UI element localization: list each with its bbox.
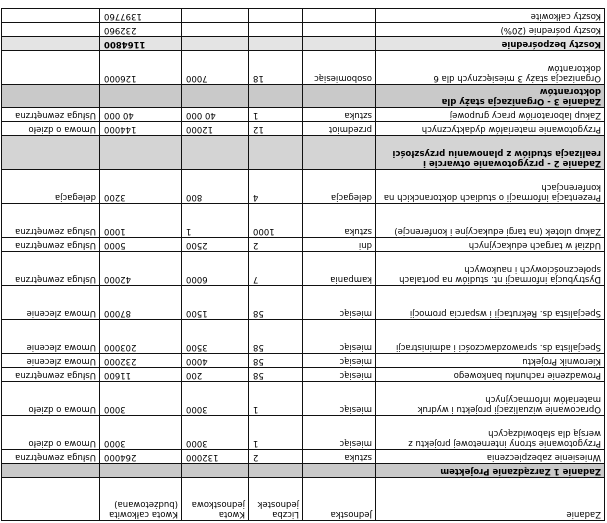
empty-cell: [182, 23, 249, 37]
cell-kwota-jednostkowa: 800: [182, 170, 249, 204]
cell-kwota-jednostkowa: 40 000: [182, 108, 249, 122]
cell-kwota-calkowita: 3200: [100, 170, 182, 204]
cell-liczba: 2: [249, 450, 303, 464]
cell-typ: Umowa zlecenie: [2, 320, 100, 354]
cell-zadanie: Kierownik Projektu: [376, 354, 605, 368]
cell-kwota-jednostkowa: 3000: [182, 416, 249, 450]
cell-typ: Usługa zewnętrzna: [2, 252, 100, 286]
cell-typ: Umowa zlecenie: [2, 354, 100, 368]
cell-kwota-calkowita: 203000: [100, 320, 182, 354]
cell-liczba: 18: [249, 51, 303, 85]
summary-label: Koszty całkowite: [376, 9, 605, 23]
empty-cell: [303, 136, 376, 170]
cell-zadanie: Specjalista ds. sprawozdawczości i administracji: [376, 320, 605, 354]
empty-cell: [2, 464, 100, 478]
cell-zadanie: Wniesienie zabezpieczenia: [376, 450, 605, 464]
header-jednostka: Jednostka: [303, 478, 376, 521]
cell-zadanie: Prezentacja informacji o studiach doktoranckich na konferencjach: [376, 170, 605, 204]
cell-liczba: 1000: [249, 204, 303, 238]
section-row: [2, 23, 605, 37]
cell-jednostka: sztuka: [303, 450, 376, 464]
table-row: [2, 368, 605, 382]
summary-total: 232960: [100, 23, 182, 37]
cell-typ: Umowa zlecenie: [2, 286, 100, 320]
cell-kwota-calkowita: 11600: [100, 368, 182, 382]
table-row: [2, 170, 605, 204]
empty-cell: [182, 85, 249, 108]
table-row: [2, 416, 605, 450]
cell-liczba: 58: [249, 320, 303, 354]
cell-liczba: 58: [249, 368, 303, 382]
cell-typ: Umowa o dzieło: [2, 416, 100, 450]
cell-typ: Umowa o dzieło: [2, 382, 100, 416]
cell-liczba: 4: [249, 170, 303, 204]
table-header-row: [2, 478, 605, 521]
cell-kwota-calkowita: 42000: [100, 252, 182, 286]
cell-kwota-calkowita: 40 000: [100, 108, 182, 122]
cell-kwota-jednostkowa: 2500: [182, 238, 249, 252]
summary-total: 1164800: [100, 37, 182, 51]
empty-cell: [100, 464, 182, 478]
table-row: [2, 51, 605, 85]
section-row: [2, 464, 605, 478]
table-row: [2, 450, 605, 464]
empty-cell: [2, 9, 100, 23]
section-row: [2, 85, 605, 108]
cell-jednostka: miesiąc: [303, 320, 376, 354]
empty-cell: [2, 85, 100, 108]
cell-zadanie: Przygotowanie materiałów dydaktycznych: [376, 122, 605, 136]
empty-cell: [249, 37, 303, 51]
header-kwota-jednostkowa: Kwota jednostkowa: [182, 478, 249, 521]
empty-cell: [303, 464, 376, 478]
empty-cell: [249, 85, 303, 108]
empty-cell: [249, 136, 303, 170]
empty-cell: [182, 37, 249, 51]
cell-liczba: 1: [249, 416, 303, 450]
table-row: [2, 252, 605, 286]
empty-cell: [249, 23, 303, 37]
table-row: [2, 286, 605, 320]
section-title: Zadanie 3 - Organizacja staży dla doktorantów: [376, 85, 605, 108]
cell-typ: Usługa zewnętrzna: [2, 204, 100, 238]
cell-jednostka: miesiąc: [303, 416, 376, 450]
cell-kwota-jednostkowa: 200: [182, 368, 249, 382]
summary-label: Koszty bezpośrednie: [376, 37, 605, 51]
empty-cell: [182, 464, 249, 478]
empty-cell: [303, 23, 376, 37]
cell-kwota-jednostkowa: 1500: [182, 286, 249, 320]
cell-zadanie: Przygotowanie strony internetowej projektu z wersją dla słabowidzących: [376, 416, 605, 450]
cell-kwota-jednostkowa: 1: [182, 204, 249, 238]
budget-table-body: [2, 9, 605, 521]
cell-zadanie: Prowadzenie rachunku bankowego: [376, 368, 605, 382]
cell-typ: delegacja: [2, 170, 100, 204]
cell-kwota-calkowita: 3000: [100, 416, 182, 450]
table-row: [2, 382, 605, 416]
header-zadanie: Zadanie: [376, 478, 605, 521]
header-kwota-calkowita: Kwota całkowita (budżetowana): [100, 478, 182, 521]
cell-jednostka: przedmiot: [303, 122, 376, 136]
cell-typ: Usługa zewnętrzna: [2, 450, 100, 464]
cell-jednostka: kampania: [303, 252, 376, 286]
cell-zadanie: Dystrybucja informacji nt. studiów na portalach społecznościowych i naukowych: [376, 252, 605, 286]
cell-typ: Usługa zewnętrzna: [2, 108, 100, 122]
empty-cell: [303, 85, 376, 108]
cell-kwota-calkowita: 126000: [100, 51, 182, 85]
cell-zadanie: Specjalista ds. Rekrutacji i wsparcia promocji: [376, 286, 605, 320]
table-row: [2, 354, 605, 368]
cell-kwota-jednostkowa: 3500: [182, 320, 249, 354]
table-row: [2, 204, 605, 238]
cell-liczba: 7: [249, 252, 303, 286]
cell-kwota-jednostkowa: 7000: [182, 51, 249, 85]
empty-cell: [100, 85, 182, 108]
empty-cell: [2, 136, 100, 170]
cell-kwota-calkowita: 264000: [100, 450, 182, 464]
cell-kwota-calkowita: 232000: [100, 354, 182, 368]
empty-cell: [2, 37, 100, 51]
empty-cell: [249, 9, 303, 23]
cell-kwota-calkowita: 87000: [100, 286, 182, 320]
cell-kwota-jednostkowa: 6000: [182, 252, 249, 286]
header-typ: [2, 478, 100, 521]
cell-typ: Usługa zewnętrzna: [2, 368, 100, 382]
cell-zadanie: Zakup ulotek (na targi edukacyjne i konferencje): [376, 204, 605, 238]
cell-kwota-jednostkowa: 132000: [182, 450, 249, 464]
cell-typ: Usługa zewnętrzna: [2, 238, 100, 252]
cell-kwota-calkowita: 3000: [100, 382, 182, 416]
cell-liczba: 1: [249, 108, 303, 122]
cell-liczba: 12: [249, 122, 303, 136]
cell-typ: [2, 51, 100, 85]
header-liczba: Liczba jednostek: [249, 478, 303, 521]
cell-jednostka: sztuka: [303, 108, 376, 122]
empty-cell: [100, 136, 182, 170]
cell-jednostka: dni: [303, 238, 376, 252]
table-row: [2, 122, 605, 136]
empty-cell: [303, 37, 376, 51]
cell-kwota-jednostkowa: 4000: [182, 354, 249, 368]
cell-jednostka: delegacja: [303, 170, 376, 204]
empty-cell: [2, 23, 100, 37]
table-row: [2, 108, 605, 122]
cell-jednostka: miesiąc: [303, 286, 376, 320]
section-row: [2, 37, 605, 51]
summary-label: Koszty pośrednie (20%): [376, 23, 605, 37]
cell-jednostka: miesiąc: [303, 382, 376, 416]
empty-cell: [303, 9, 376, 23]
section-title: Zadanie 2 - przygotowanie otwarcie i realizacja studiów z planowaniu przyszłości: [376, 136, 605, 170]
cell-kwota-calkowita: 5000: [100, 238, 182, 252]
empty-cell: [249, 464, 303, 478]
cell-jednostka: miesiąc: [303, 354, 376, 368]
section-title: Zadanie 1 Zarządzanie Projektem: [376, 464, 605, 478]
cell-typ: Umowa o dzieło: [2, 122, 100, 136]
budget-table: [1, 8, 605, 521]
section-row: [2, 136, 605, 170]
cell-jednostka: osobomiesiąc: [303, 51, 376, 85]
cell-liczba: 2: [249, 238, 303, 252]
section-row: [2, 9, 605, 23]
cell-jednostka: sztuka: [303, 204, 376, 238]
table-row: [2, 238, 605, 252]
cell-zadanie: Udział w targach edukacyjnych: [376, 238, 605, 252]
cell-jednostka: miesiąc: [303, 368, 376, 382]
table-row: [2, 320, 605, 354]
cell-kwota-jednostkowa: 12000: [182, 122, 249, 136]
cell-zadanie: Zakup laboratoriów pracy grupowej: [376, 108, 605, 122]
cell-liczba: 58: [249, 354, 303, 368]
cell-zadanie: Organizacja staży 3 miesięcznych dla 6 doktorantów: [376, 51, 605, 85]
summary-total: 1397760: [100, 9, 182, 23]
cell-liczba: 58: [249, 286, 303, 320]
empty-cell: [182, 9, 249, 23]
cell-kwota-jednostkowa: 3000: [182, 382, 249, 416]
cell-kwota-calkowita: 144000: [100, 122, 182, 136]
cell-kwota-calkowita: 1000: [100, 204, 182, 238]
cell-liczba: 1: [249, 382, 303, 416]
empty-cell: [182, 136, 249, 170]
cell-zadanie: Opracowanie wizualizacji projektu i wydruk materiałów informacyjnych: [376, 382, 605, 416]
